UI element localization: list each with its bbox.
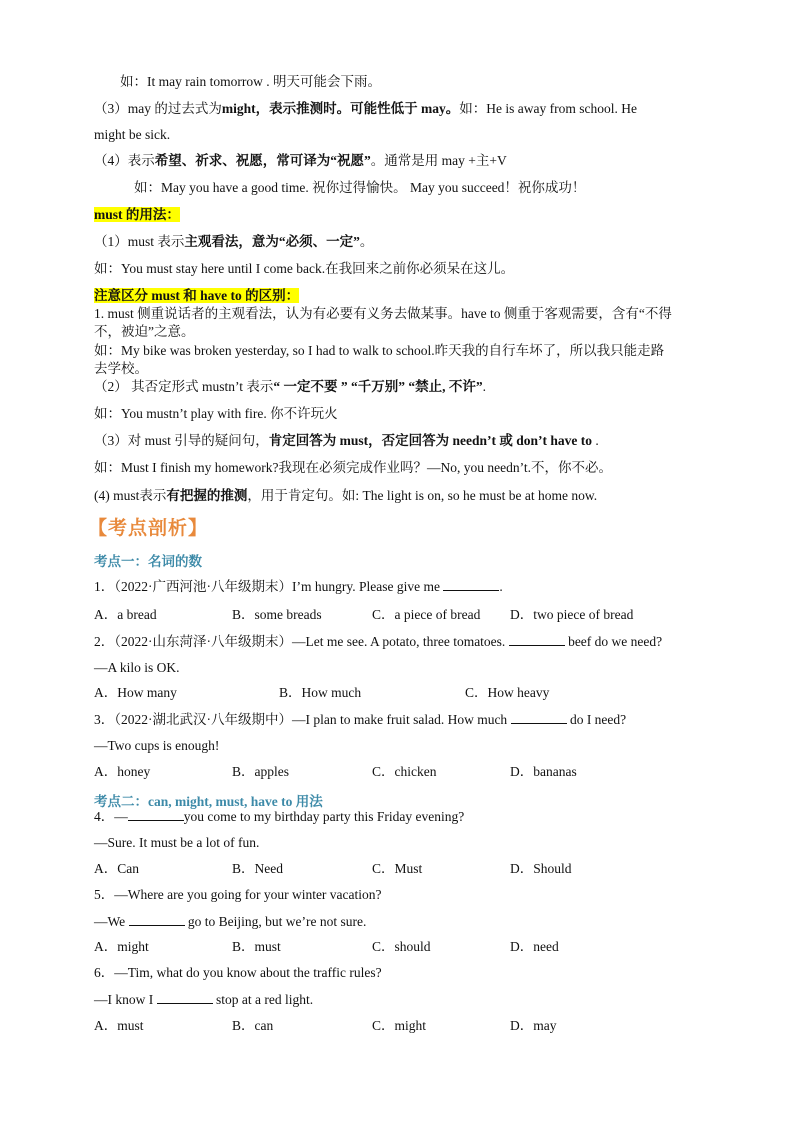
answer-blank [129, 913, 185, 926]
note-line: 不，被迫”之意。 [94, 324, 195, 339]
note-line: （3）对 must 引导的疑问句，肯定回答为 must，否定回答为 needn’t 或 don’t have to . [94, 433, 599, 448]
question-4-stem: 4．— you come to my birthday party this Friday evening? [94, 809, 465, 824]
note-line: （2） 其否定形式 mustn’t 表示“ 一定不要 ” “千万别” “禁止, 不许”. [94, 379, 487, 394]
question-6-line2: —I know I stop at a red light. [94, 992, 314, 1007]
section-title: 【考点剖析】 [88, 517, 209, 539]
q4-option-d: D．Should [510, 861, 572, 876]
heading-must-vs-have-to: 注意区分 must 和 have to 的区别： [94, 288, 300, 303]
note-line: 如：May you have a good time. 祝你过得愉快。 May you succeed！祝你成功！ [134, 180, 586, 195]
question-5-line2: —We go to Beijing, but we’re not sure. [94, 914, 367, 929]
q5-option-c: C．should [372, 939, 431, 954]
q4-option-a: A．Can [94, 861, 139, 876]
question-4-line2: —Sure. It must be a lot of fun. [94, 835, 260, 850]
note-line: 如：Must I finish my homework?我现在必须完成作业吗？—No, you needn’t.不，你不必。 [94, 460, 612, 475]
q6-option-a: A．must [94, 1018, 144, 1033]
answer-blank [157, 991, 213, 1004]
question-6-stem: 6．—Tim, what do you know about the traffic rules? [94, 965, 382, 980]
note-line: （1）must 表示主观看法，意为“必须、一定”。 [94, 234, 374, 249]
q2-option-b: B．How much [279, 685, 362, 700]
q4-option-c: C．Must [372, 861, 423, 876]
question-1-stem: 1．（2022·广西河池·八年级期末）I’m hungry. Please give me . [94, 579, 503, 594]
note-line: 如：My bike was broken yesterday, so I had to walk to school.昨天我的自行车坏了，所以我只能走路 [94, 343, 665, 358]
kaodian-heading: 考点一：名词的数 [94, 554, 202, 569]
note-line: （3）may 的过去式为might，表示推测时。可能性低于 may。如：He is away from school. He [94, 101, 637, 116]
q6-option-b: B．can [232, 1018, 274, 1033]
note-line: 如：It may rain tomorrow . 明天可能会下雨。 [120, 74, 381, 89]
note-line: might be sick. [94, 127, 171, 142]
question-3-stem: 3．（2022·湖北武汉·八年级期中）—I plan to make fruit salad. How much do I need? [94, 712, 627, 727]
note-line: (4) must表示有把握的推测，用于肯定句。如: The light is on, so he must be at home now. [94, 488, 598, 503]
answer-blank [511, 711, 567, 724]
q3-option-b: B．apples [232, 764, 289, 779]
kaodian-heading: 考点二：can, might, must, have to 用法 [94, 794, 323, 809]
q1-option-d: D．two piece of bread [510, 607, 634, 622]
answer-blank [509, 633, 565, 646]
q2-option-a: A．How many [94, 685, 177, 700]
q5-option-a: A．might [94, 939, 149, 954]
question-5-stem: 5．—Where are you going for your winter vacation? [94, 887, 382, 902]
question-3-line2: —Two cups is enough! [94, 738, 220, 753]
q3-option-d: D．bananas [510, 764, 577, 779]
q1-option-b: B．some breads [232, 607, 322, 622]
question-2-stem: 2．（2022·山东菏泽·八年级期末）—Let me see. A potato, three tomatoes. beef do we need? [94, 634, 663, 649]
q4-option-b: B．Need [232, 861, 283, 876]
q5-option-b: B．must [232, 939, 281, 954]
heading-must-usage: must 的用法： [94, 207, 180, 222]
answer-blank [443, 578, 499, 591]
note-line: 1. must 侧重说话者的主观看法，认为有必要有义务去做某事。have to 侧重于客观需要，含有“不得 [94, 306, 672, 321]
q5-option-d: D．need [510, 939, 559, 954]
question-2-line2: —A kilo is OK. [94, 660, 180, 675]
q1-option-a: A．a bread [94, 607, 157, 622]
note-line: （4）表示希望、祈求、祝愿，常可译为“祝愿”。通常是用 may +主+V [94, 153, 507, 168]
answer-blank [128, 808, 184, 821]
q3-option-c: C．chicken [372, 764, 437, 779]
q6-option-c: C．might [372, 1018, 427, 1033]
note-line: 如：You mustn’t play with fire. 你不许玩火 [94, 406, 338, 421]
note-line: 去学校。 [94, 361, 148, 376]
note-line: 如：You must stay here until I come back.在我回来之前你必须呆在这儿。 [94, 261, 515, 276]
q1-option-c: C．a piece of bread [372, 607, 481, 622]
q6-option-d: D．may [510, 1018, 557, 1033]
q3-option-a: A．honey [94, 764, 151, 779]
q2-option-c: C．How heavy [465, 685, 550, 700]
